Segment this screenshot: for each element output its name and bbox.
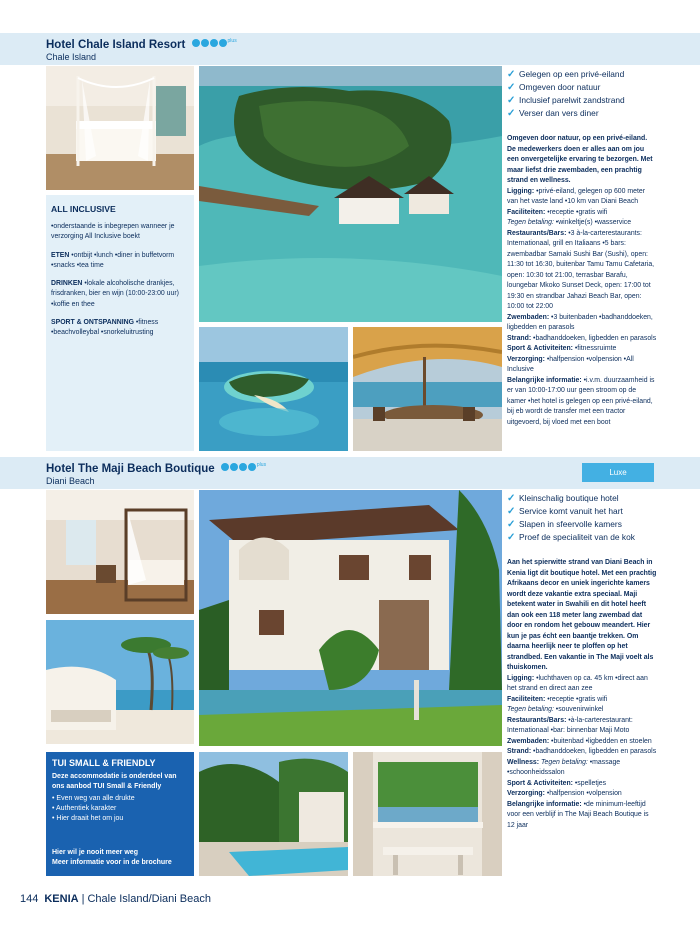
detail-row: Zwembaden: •3 buitenbaden •badhanddoeken, ligbedden en parasols [507,313,653,331]
detail-row: Restaurants/Bars: •à-la-carterestaurant: Internationaal •bar: binnenbar Maji Moto [507,716,633,734]
list-item: • Authentiek karakter [52,804,189,814]
hotel2-photo-beach-bed [46,620,194,744]
checkmark-icon: ✓ [507,519,516,530]
detail-row: Strand: •badhanddoeken, ligbedden en parasols [507,334,657,342]
checkmark-icon: ✓ [507,95,516,106]
hotel2-photo-pool [199,752,348,876]
page-number: 144 [20,893,39,905]
hotel1-photo-bedroom [46,66,194,190]
detail-row: Strand: •badhanddoeken, ligbedden en parasols [507,748,657,755]
sun-icon [192,39,200,47]
sun-icon [230,463,238,471]
detail-row: Tegen betaling: •winkeltje(s) •wasservice [507,219,632,226]
detail-row: Restaurants/Bars: •3 à-la-carterestaurants: Internationaal, grill en Italiaans •5 bars: zwembadbar Samaki Sushi Bar (Sushi), open: 11:30 tot 16:30, buitenbar Tamu Tamu Cafetaria, open: 10:30 tot 21:00, terrasbar Barafu, loungebar Mkoko Sunset Deck, open: 17:00 tot 19:30 en strandbar Jahazi Beach Bar, open: 10:00 tot 22:00 [507,229,655,310]
hotel2-photo-building [199,490,502,746]
hotel1-photo-aerial-island [199,66,502,322]
hotel1-photo-island-sandbank [199,327,348,451]
hotel1-photo-beach-deck [353,327,502,451]
checkmark-icon: ✓ [507,69,516,80]
hotel1-intro: Omgeven door natuur, op een privé-eiland. De medewerkers doen er alles aan om jou een onvergetelijke ervaring te bezorgen. Met maar liefst drie zwembaden, een prachtig strand en wellness. [507,135,653,184]
checkmark-icon: ✓ [507,108,516,119]
highlight-item: ✓ Inclusief parelwit zandstrand [507,95,625,106]
small-friendly-box [46,752,194,876]
small-friendly-lead: Deze accommodatie is onderdeel van ons aanbod TUI Small & Friendly [52,773,177,790]
hotel1-location: Chale Island [46,52,97,62]
hotel2-rating: plus [221,462,266,474]
hotel2-title: Hotel The Maji Beach Boutique $^{plus}$ [46,462,267,475]
hotel2-description [507,558,657,831]
hotel1-description [507,134,657,428]
page-footer [20,893,211,905]
highlight-item: ✓ Gelegen op een privé-eiland [507,69,625,80]
all-inclusive-box [46,195,194,451]
small-friendly-title: TUI SMALL & FRIENDLY [52,758,156,768]
detail-row: Verzorging: •halfpension •volpension •All Inclusive [507,355,634,373]
sun-icon [201,39,209,47]
hotel1-highlights [507,68,625,120]
hotel2-photo-bedroom [46,490,194,614]
sun-icon [248,463,256,471]
sun-icon [239,463,247,471]
detail-row: Wellness: Tegen betaling: •massage •schoonheidssalon [507,758,621,776]
checkmark-icon: ✓ [507,532,516,543]
all-inclusive-section: SPORT & ONTSPANNING •fitness •beachvolleybal •snorkeluitrusting [51,319,159,337]
list-item: • Even weg van alle drukte [52,794,189,804]
highlight-item: ✓ Omgeven door natuur [507,82,601,93]
hotel2-intro: Aan het spierwitte strand van Diani Beach in Kenia ligt dit boutique hotel. Met een prachtig Afrikaans decor en uniek ingerichte kamers wordt deze vakantie extra speciaal. Maji betekent water in Swahili en dit hotel heeft dan ook een 118 meter lang zwembad dat door en rondom het gebouw meandert. Hier kun je pas écht een baantje trekken. Om daarna heerlijk neer te ploffen op het strandbed. Een vakantie in The Maji voelt als thuiskomen. [507,559,657,671]
small-friendly-list [52,794,189,824]
detail-row: Zwembaden: •buitenbad •ligbedden en stoelen [507,737,652,745]
checkmark-icon: ✓ [507,506,516,517]
all-inclusive-title: ALL INCLUSIVE [51,204,116,214]
detail-row: Sport & Activiteiten: •spelletjes [507,779,607,787]
detail-row: Ligging: •luchthaven op ca. 45 km •direct aan het strand en direct aan zee [507,674,648,692]
highlight-item: ✓ Service komt vanuit het hart [507,506,623,517]
highlight-item: ✓ Slapen in sfeervolle kamers [507,519,622,530]
all-inclusive-section: ETEN •ontbijt •lunch •diner in buffetvorm •snacks •tea time [51,251,175,269]
hotel2-location: Diani Beach [46,476,95,486]
list-item: • Hier draait het om jou [52,814,189,824]
small-friendly-footer: Meer informatie voor in de brochure [52,859,172,866]
highlight-item: ✓ Verser dan vers diner [507,108,599,119]
hotel1-rating: plus [192,38,237,50]
sun-icon [219,39,227,47]
luxe-badge: Luxe [582,463,654,482]
detail-row: Tegen betaling: •souvenirwinkel [507,706,604,713]
checkmark-icon: ✓ [507,82,516,93]
hotel2-highlights [507,492,635,544]
detail-row: Verzorging: •halfpension •volpension [507,790,622,797]
highlight-item: ✓ Kleinschalig boutique hotel [507,493,619,504]
sun-icon [221,463,229,471]
detail-row: Sport & Activiteiten: •fitnessruimte [507,345,617,352]
footer-country: KENIA [44,893,79,905]
small-friendly-footer: Hier wil je nooit meer weg [52,849,138,856]
footer-separator: | [81,893,85,905]
hotel1-title: Hotel Chale Island Resort $^{plus}$ [46,38,237,51]
sun-icon [210,39,218,47]
detail-row: Belangrijke informatie: •i.v.m. duurzaamheid is er van 10:00-17:00 uur geen stroom op de kamer •het hotel is gelegen op een privé-eiland, bij eb wordt de transfer met een tractor uitgevoerd, bij vloed met een boot [507,376,655,426]
highlight-item: ✓ Proef de specialiteit van de kok [507,532,635,543]
all-inclusive-intro: •onderstaande is inbegrepen wanneer je verzorging All Inclusive boekt [51,223,175,241]
footer-region: Chale Island/Diani Beach [87,893,211,905]
detail-row: Faciliteiten: •receptie •gratis wifi [507,695,608,703]
checkmark-icon: ✓ [507,493,516,504]
hotel2-photo-terrace [353,752,502,876]
detail-row: Belangrijke informatie: •de minimum-leeftijd voor een verblijf in The Maji Beach Boutique is 12 jaar [507,800,649,829]
all-inclusive-section: DRINKEN •lokale alcoholische drankjes, frisdranken, bier en wijn (10:00-23:00 uur) •koffie en thee [51,280,179,308]
detail-row: Faciliteiten: •receptie •gratis wifi [507,208,608,216]
detail-row: Ligging: •privé-eiland, gelegen op 600 meter van het vaste land •10 km van Diani Beach [507,187,645,205]
